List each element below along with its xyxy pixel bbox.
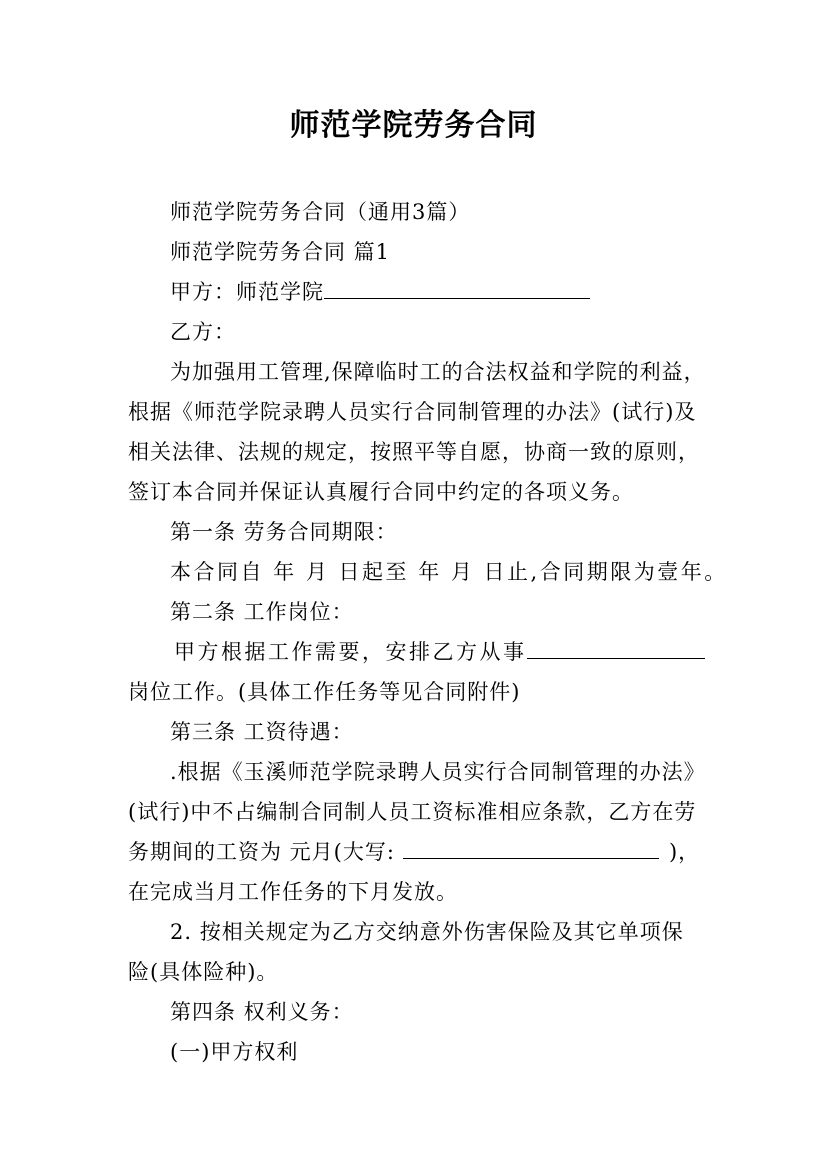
subsection-heading: (一)甲方权利: [170, 1040, 299, 1064]
party-b-line: 乙方：: [170, 320, 236, 344]
party-a-blank: [324, 278, 590, 299]
article-heading: 第一条 劳务合同期限：: [170, 520, 398, 544]
salary-line: [128, 838, 700, 866]
paragraph-line: 相关法律、法规的规定，按照平等自愿，协商一致的原则，: [128, 440, 700, 464]
paragraph-line: .根据《玉溪师范学院录聘人员实行合同制管理的办法》: [170, 760, 706, 784]
paragraph-line: 在完成当月工作任务的下月发放。: [128, 880, 458, 904]
salary-text: 务期间的工资为 元月(大写:: [128, 840, 395, 864]
position-blank: [527, 638, 705, 659]
party-a-label: 甲方：师范学院: [170, 280, 324, 304]
article-heading: 第二条 工作岗位：: [170, 600, 354, 624]
paragraph-line: 根据《师范学院录聘人员实行合同制管理的办法》(试行)及: [128, 400, 697, 424]
paragraph-line: 本合同自 年 月 日起至 年 月 日止,合同期限为壹年。: [170, 560, 728, 584]
party-a-line: [170, 278, 590, 306]
position-line: [174, 638, 705, 666]
salary-blank: [403, 838, 659, 859]
paragraph-line: 岗位工作。(具体工作任务等见合同附件): [128, 680, 521, 704]
salary-text-end: )，: [668, 840, 701, 864]
paragraph-line: 2. 按相关规定为乙方交纳意外伤害保险及其它单项保: [170, 920, 684, 944]
subtitle-line: 师范学院劳务合同（通用3篇）: [170, 200, 471, 224]
article-heading: 第三条 工资待遇：: [170, 720, 354, 744]
position-text: 甲方根据工作需要，安排乙方从事: [174, 640, 527, 664]
article-heading: 第四条 权利义务：: [170, 1000, 354, 1024]
section-heading: 师范学院劳务合同 篇1: [170, 240, 391, 264]
paragraph-line: (试行)中不占编制合同制人员工资标准相应条款，乙方在劳: [128, 800, 697, 824]
document-title: 师范学院劳务合同: [289, 108, 538, 143]
paragraph-line: 签订本合同并保证认真履行合同中约定的各项义务。: [128, 480, 634, 504]
paragraph-line: 险(具体险种)。: [128, 960, 279, 984]
paragraph-line: 为加强用工管理,保障临时工的合法权益和学院的利益，: [170, 360, 706, 384]
